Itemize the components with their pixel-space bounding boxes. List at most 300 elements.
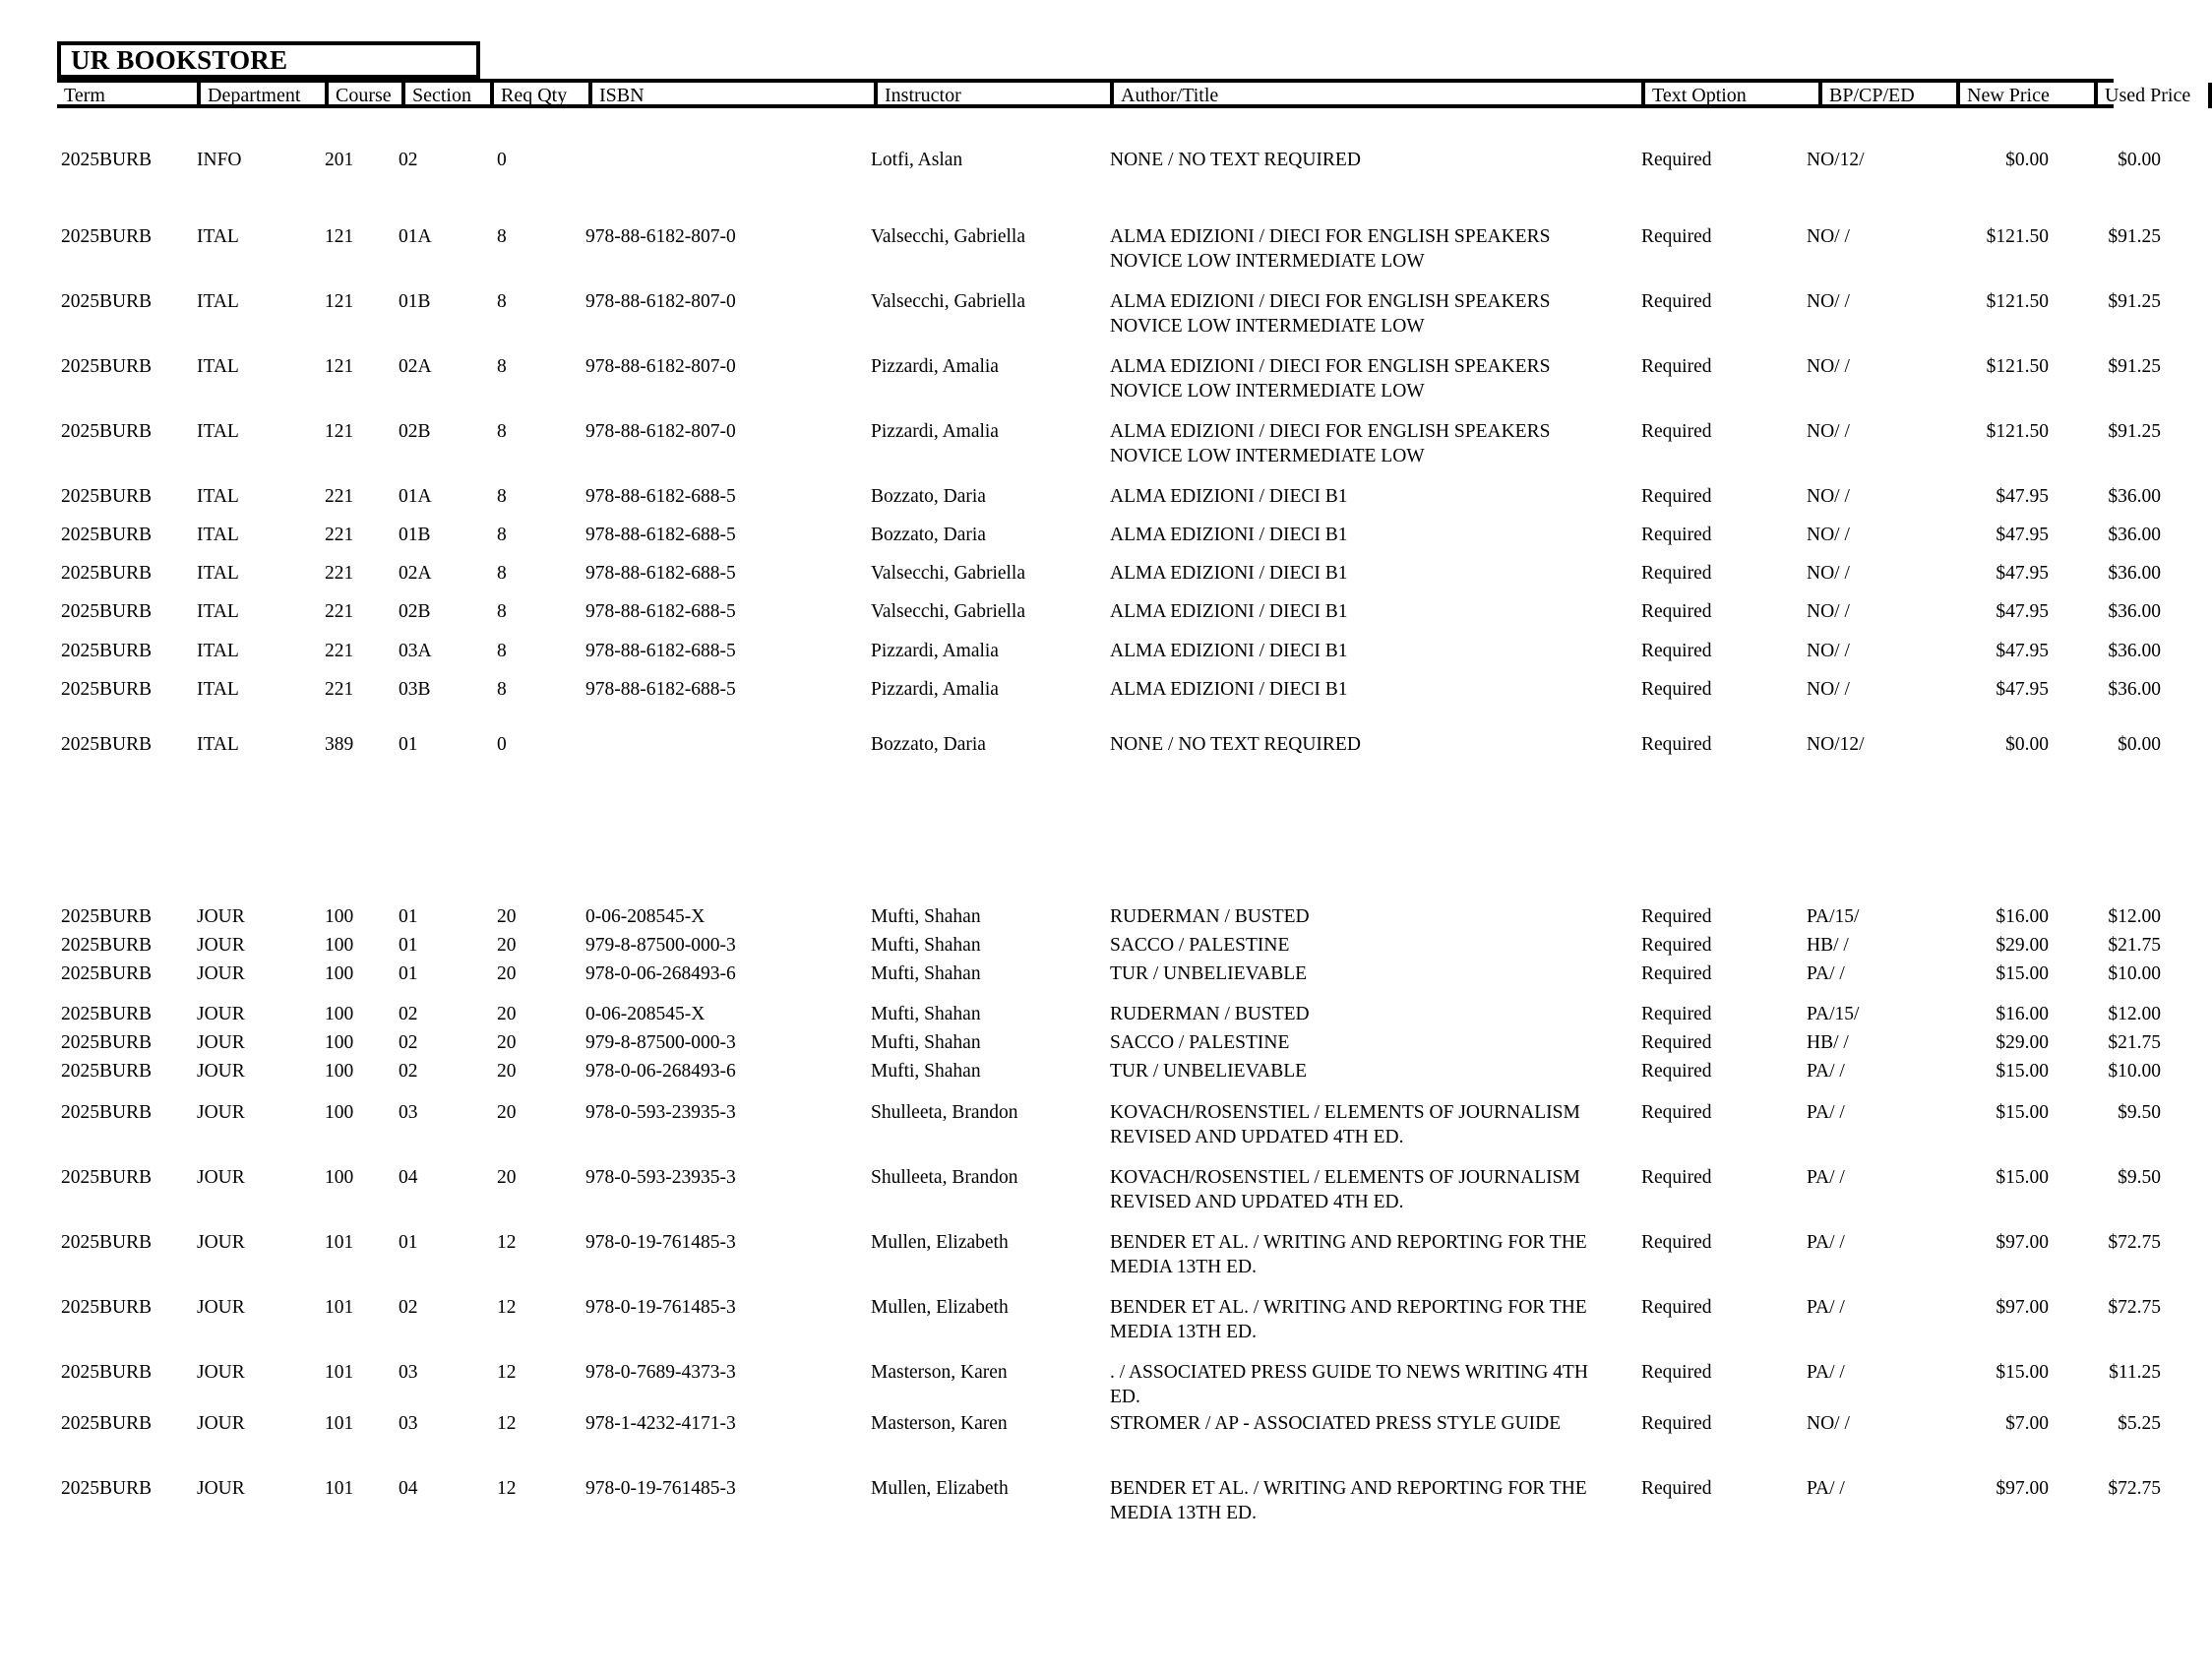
cell-new: $15.00 [1996, 1061, 2049, 1082]
cell-opt: Required [1641, 356, 1712, 377]
cell-dept: JOUR [197, 1102, 245, 1123]
cell-instr: Valsecchi, Gabriella [871, 563, 1026, 584]
cell-term: 2025BURB [61, 679, 153, 700]
cell-qty: 20 [497, 935, 517, 956]
cell-qty: 20 [497, 1004, 517, 1024]
cell-section: 03A [399, 641, 432, 661]
cell-used: $36.00 [2108, 486, 2161, 507]
column-header-author-title: Author/Title [1110, 83, 1641, 108]
cell-isbn: 978-0-06-268493-6 [585, 1061, 736, 1082]
cell-opt: Required [1641, 601, 1712, 622]
cell-new: $47.95 [1996, 563, 2049, 584]
report-title-box [57, 41, 480, 79]
cell-course: 100 [325, 1167, 354, 1188]
cell-course: 201 [325, 150, 354, 170]
cell-section: 01B [399, 525, 431, 545]
cell-dept: JOUR [197, 1297, 245, 1318]
cell-term: 2025BURB [61, 1167, 153, 1188]
cell-opt: Required [1641, 421, 1712, 442]
cell-instr: Shulleeta, Brandon [871, 1102, 1018, 1123]
cell-instr: Mullen, Elizabeth [871, 1478, 1009, 1499]
cell-bpcped: PA/15/ [1807, 1004, 1860, 1024]
cell-used: $72.75 [2108, 1478, 2161, 1499]
cell-new: $47.95 [1996, 525, 2049, 545]
cell-isbn: 978-88-6182-688-5 [585, 563, 736, 584]
cell-course: 101 [325, 1478, 354, 1499]
cell-section: 03 [399, 1362, 418, 1383]
cell-instr: Masterson, Karen [871, 1413, 1008, 1434]
cell-bpcped: NO/ / [1807, 1413, 1850, 1434]
cell-isbn: 978-88-6182-807-0 [585, 226, 736, 247]
cell-dept: ITAL [197, 641, 239, 661]
cell-isbn: 978-88-6182-688-5 [585, 679, 736, 700]
cell-used: $11.25 [2109, 1362, 2161, 1383]
cell-isbn: 978-88-6182-688-5 [585, 641, 736, 661]
cell-qty: 8 [497, 226, 507, 247]
cell-section: 03 [399, 1102, 418, 1123]
cell-bpcped: PA/ / [1807, 1297, 1845, 1318]
cell-isbn: 978-88-6182-688-5 [585, 486, 736, 507]
cell-section: 02 [399, 1297, 418, 1318]
cell-qty: 12 [497, 1297, 517, 1318]
cell-new: $16.00 [1996, 906, 2049, 927]
cell-opt: Required [1641, 1478, 1712, 1499]
cell-new: $47.95 [1996, 486, 2049, 507]
cell-term: 2025BURB [61, 291, 153, 312]
cell-course: 100 [325, 1032, 354, 1053]
cell-instr: Bozzato, Daria [871, 525, 986, 545]
cell-title: KOVACH/ROSENSTIEL / ELEMENTS OF JOURNALISM REVISED AND UPDATED 4TH ED. [1110, 1167, 1585, 1212]
cell-qty: 8 [497, 601, 507, 622]
cell-course: 101 [325, 1232, 354, 1253]
cell-course: 221 [325, 641, 354, 661]
cell-new: $97.00 [1996, 1297, 2049, 1318]
cell-course: 100 [325, 935, 354, 956]
cell-qty: 8 [497, 679, 507, 700]
cell-used: $72.75 [2108, 1297, 2161, 1318]
cell-title: ALMA EDIZIONI / DIECI FOR ENGLISH SPEAKERS NOVICE LOW INTERMEDIATE LOW [1110, 226, 1556, 272]
cell-new: $0.00 [2005, 734, 2049, 755]
cell-section: 01 [399, 935, 418, 956]
cell-title: SACCO / PALESTINE [1110, 1032, 1290, 1053]
cell-used: $12.00 [2108, 1004, 2161, 1024]
cell-used: $5.25 [2118, 1413, 2161, 1434]
cell-qty: 8 [497, 525, 507, 545]
cell-qty: 8 [497, 641, 507, 661]
cell-bpcped: NO/ / [1807, 291, 1850, 312]
cell-isbn: 978-0-593-23935-3 [585, 1167, 736, 1188]
cell-isbn: 978-88-6182-688-5 [585, 601, 736, 622]
cell-bpcped: PA/ / [1807, 963, 1845, 984]
cell-instr: Mufti, Shahan [871, 963, 981, 984]
cell-opt: Required [1641, 1102, 1712, 1123]
cell-instr: Valsecchi, Gabriella [871, 291, 1026, 312]
cell-course: 100 [325, 906, 354, 927]
cell-opt: Required [1641, 563, 1712, 584]
cell-title: ALMA EDIZIONI / DIECI B1 [1110, 486, 1348, 507]
cell-title: ALMA EDIZIONI / DIECI B1 [1110, 525, 1348, 545]
cell-term: 2025BURB [61, 1362, 153, 1383]
cell-instr: Bozzato, Daria [871, 734, 986, 755]
cell-qty: 20 [497, 1032, 517, 1053]
cell-used: $0.00 [2118, 734, 2161, 755]
column-header-department: Department [197, 83, 325, 108]
cell-qty: 12 [497, 1478, 517, 1499]
cell-section: 01 [399, 906, 418, 927]
column-header-term: Term [64, 85, 105, 106]
cell-section: 02B [399, 601, 431, 622]
cell-qty: 8 [497, 356, 507, 377]
cell-qty: 8 [497, 421, 507, 442]
cell-qty: 12 [497, 1232, 517, 1253]
cell-bpcped: PA/ / [1807, 1232, 1845, 1253]
cell-title: ALMA EDIZIONI / DIECI B1 [1110, 601, 1348, 622]
cell-opt: Required [1641, 1004, 1712, 1024]
cell-dept: JOUR [197, 963, 245, 984]
cell-bpcped: NO/ / [1807, 421, 1850, 442]
cell-title: ALMA EDIZIONI / DIECI B1 [1110, 641, 1348, 661]
cell-section: 03B [399, 679, 431, 700]
cell-used: $36.00 [2108, 525, 2161, 545]
cell-dept: ITAL [197, 679, 239, 700]
cell-instr: Mullen, Elizabeth [871, 1232, 1009, 1253]
cell-opt: Required [1641, 1061, 1712, 1082]
cell-term: 2025BURB [61, 1232, 153, 1253]
cell-course: 101 [325, 1413, 354, 1434]
cell-new: $15.00 [1996, 1102, 2049, 1123]
cell-dept: ITAL [197, 356, 239, 377]
cell-opt: Required [1641, 226, 1712, 247]
cell-instr: Pizzardi, Amalia [871, 356, 999, 377]
cell-bpcped: NO/ / [1807, 641, 1850, 661]
cell-title: SACCO / PALESTINE [1110, 935, 1290, 956]
cell-term: 2025BURB [61, 1413, 153, 1434]
cell-instr: Masterson, Karen [871, 1362, 1008, 1383]
cell-isbn: 978-88-6182-807-0 [585, 356, 736, 377]
cell-title: TUR / UNBELIEVABLE [1110, 1061, 1308, 1082]
cell-bpcped: NO/12/ [1807, 150, 1865, 170]
cell-term: 2025BURB [61, 1004, 153, 1024]
cell-used: $36.00 [2108, 601, 2161, 622]
cell-used: $36.00 [2108, 563, 2161, 584]
cell-dept: JOUR [197, 1061, 245, 1082]
cell-title: . / ASSOCIATED PRESS GUIDE TO NEWS WRITING 4TH ED. [1110, 1362, 1593, 1407]
cell-course: 221 [325, 563, 354, 584]
cell-term: 2025BURB [61, 935, 153, 956]
cell-bpcped: NO/ / [1807, 601, 1850, 622]
cell-qty: 20 [497, 906, 517, 927]
cell-opt: Required [1641, 1032, 1712, 1053]
cell-section: 01 [399, 1232, 418, 1253]
cell-section: 01A [399, 226, 432, 247]
cell-new: $7.00 [2005, 1413, 2049, 1434]
cell-qty: 0 [497, 150, 507, 170]
cell-course: 100 [325, 1102, 354, 1123]
cell-used: $0.00 [2118, 150, 2161, 170]
cell-dept: ITAL [197, 226, 239, 247]
cell-dept: ITAL [197, 525, 239, 545]
cell-course: 121 [325, 226, 354, 247]
cell-isbn: 978-0-06-268493-6 [585, 963, 736, 984]
cell-qty: 20 [497, 963, 517, 984]
table-header-row [57, 79, 2191, 108]
cell-opt: Required [1641, 641, 1712, 661]
cell-qty: 8 [497, 563, 507, 584]
cell-instr: Mufti, Shahan [871, 1004, 981, 1024]
cell-instr: Bozzato, Daria [871, 486, 986, 507]
cell-new: $16.00 [1996, 1004, 2049, 1024]
cell-term: 2025BURB [61, 226, 153, 247]
cell-bpcped: PA/ / [1807, 1102, 1845, 1123]
cell-qty: 20 [497, 1167, 517, 1188]
cell-dept: JOUR [197, 1232, 245, 1253]
cell-instr: Pizzardi, Amalia [871, 679, 999, 700]
cell-title: ALMA EDIZIONI / DIECI FOR ENGLISH SPEAKERS NOVICE LOW INTERMEDIATE LOW [1110, 291, 1556, 337]
cell-section: 02 [399, 1004, 418, 1024]
cell-used: $9.50 [2118, 1102, 2161, 1123]
cell-bpcped: NO/ / [1807, 486, 1850, 507]
cell-course: 221 [325, 679, 354, 700]
cell-isbn: 978-0-19-761485-3 [585, 1297, 736, 1318]
cell-bpcped: HB/ / [1807, 935, 1849, 956]
cell-term: 2025BURB [61, 1061, 153, 1082]
cell-new: $47.95 [1996, 641, 2049, 661]
column-header-bp-cp-ed: BP/CP/ED [1818, 83, 1956, 108]
cell-dept: JOUR [197, 906, 245, 927]
cell-dept: ITAL [197, 486, 239, 507]
cell-dept: INFO [197, 150, 242, 170]
cell-qty: 20 [497, 1102, 517, 1123]
cell-instr: Shulleeta, Brandon [871, 1167, 1018, 1188]
cell-title: BENDER ET AL. / WRITING AND REPORTING FOR THE MEDIA 13TH ED. [1110, 1297, 1592, 1342]
cell-instr: Mufti, Shahan [871, 1061, 981, 1082]
cell-isbn: 978-0-19-761485-3 [585, 1478, 736, 1499]
cell-isbn: 0-06-208545-X [585, 1004, 706, 1024]
cell-bpcped: PA/ / [1807, 1478, 1845, 1499]
cell-title: ALMA EDIZIONI / DIECI B1 [1110, 679, 1348, 700]
cell-new: $121.50 [1986, 291, 2049, 312]
cell-opt: Required [1641, 1362, 1712, 1383]
column-header-section: Section [401, 83, 490, 108]
cell-used: $36.00 [2108, 679, 2161, 700]
cell-course: 100 [325, 963, 354, 984]
cell-dept: JOUR [197, 935, 245, 956]
cell-isbn: 979-8-87500-000-3 [585, 935, 736, 956]
cell-section: 02 [399, 1061, 418, 1082]
cell-isbn: 978-1-4232-4171-3 [585, 1413, 736, 1434]
cell-term: 2025BURB [61, 1297, 153, 1318]
cell-title: NONE / NO TEXT REQUIRED [1110, 150, 1361, 170]
cell-isbn: 978-0-19-761485-3 [585, 1232, 736, 1253]
cell-bpcped: HB/ / [1807, 1032, 1849, 1053]
cell-section: 02A [399, 356, 432, 377]
cell-title: KOVACH/ROSENSTIEL / ELEMENTS OF JOURNALISM REVISED AND UPDATED 4TH ED. [1110, 1102, 1585, 1147]
cell-used: $91.25 [2108, 291, 2161, 312]
cell-isbn: 978-0-7689-4373-3 [585, 1362, 736, 1383]
cell-dept: JOUR [197, 1032, 245, 1053]
cell-dept: ITAL [197, 734, 239, 755]
cell-instr: Valsecchi, Gabriella [871, 226, 1026, 247]
cell-section: 01 [399, 734, 418, 755]
cell-opt: Required [1641, 1167, 1712, 1188]
cell-course: 121 [325, 291, 354, 312]
cell-term: 2025BURB [61, 1032, 153, 1053]
cell-course: 389 [325, 734, 354, 755]
cell-qty: 12 [497, 1362, 517, 1383]
cell-course: 101 [325, 1362, 354, 1383]
cell-new: $0.00 [2005, 150, 2049, 170]
column-header-req-qty: Req Qty [490, 83, 588, 108]
cell-dept: ITAL [197, 421, 239, 442]
cell-qty: 8 [497, 291, 507, 312]
cell-course: 221 [325, 525, 354, 545]
column-header-used-price: Used Price [2094, 83, 2212, 108]
cell-dept: ITAL [197, 563, 239, 584]
cell-qty: 8 [497, 486, 507, 507]
cell-isbn: 978-88-6182-807-0 [585, 291, 736, 312]
cell-used: $36.00 [2108, 641, 2161, 661]
cell-used: $9.50 [2118, 1167, 2161, 1188]
cell-term: 2025BURB [61, 734, 153, 755]
cell-new: $47.95 [1996, 679, 2049, 700]
cell-used: $21.75 [2108, 1032, 2161, 1053]
cell-course: 100 [325, 1004, 354, 1024]
cell-term: 2025BURB [61, 906, 153, 927]
cell-instr: Pizzardi, Amalia [871, 421, 999, 442]
cell-opt: Required [1641, 1413, 1712, 1434]
cell-term: 2025BURB [61, 486, 153, 507]
cell-new: $15.00 [1996, 1167, 2049, 1188]
cell-course: 221 [325, 601, 354, 622]
cell-course: 121 [325, 356, 354, 377]
cell-bpcped: NO/ / [1807, 356, 1850, 377]
cell-instr: Mufti, Shahan [871, 906, 981, 927]
cell-instr: Lotfi, Aslan [871, 150, 963, 170]
cell-section: 01 [399, 963, 418, 984]
cell-new: $121.50 [1986, 356, 2049, 377]
cell-new: $47.95 [1996, 601, 2049, 622]
cell-new: $15.00 [1996, 1362, 2049, 1383]
cell-bpcped: PA/15/ [1807, 906, 1860, 927]
cell-bpcped: PA/ / [1807, 1061, 1845, 1082]
cell-instr: Mullen, Elizabeth [871, 1297, 1009, 1318]
cell-section: 02 [399, 1032, 418, 1053]
column-header-instructor: Instructor [874, 83, 1110, 108]
cell-used: $12.00 [2108, 906, 2161, 927]
column-header-course: Course [325, 83, 401, 108]
cell-isbn: 979-8-87500-000-3 [585, 1032, 736, 1053]
cell-instr: Mufti, Shahan [871, 935, 981, 956]
cell-new: $29.00 [1996, 1032, 2049, 1053]
cell-bpcped: PA/ / [1807, 1362, 1845, 1383]
cell-title: RUDERMAN / BUSTED [1110, 1004, 1310, 1024]
cell-opt: Required [1641, 935, 1712, 956]
column-header-new-price: New Price [1956, 83, 2094, 108]
cell-section: 04 [399, 1167, 418, 1188]
cell-dept: JOUR [197, 1167, 245, 1188]
cell-new: $121.50 [1986, 421, 2049, 442]
cell-opt: Required [1641, 679, 1712, 700]
cell-new: $97.00 [1996, 1478, 2049, 1499]
cell-isbn: 0-06-208545-X [585, 906, 706, 927]
cell-term: 2025BURB [61, 421, 153, 442]
cell-section: 02A [399, 563, 432, 584]
cell-dept: ITAL [197, 291, 239, 312]
cell-used: $91.25 [2108, 226, 2161, 247]
cell-section: 02B [399, 421, 431, 442]
cell-new: $29.00 [1996, 935, 2049, 956]
cell-term: 2025BURB [61, 150, 153, 170]
cell-dept: JOUR [197, 1004, 245, 1024]
cell-section: 02 [399, 150, 418, 170]
cell-opt: Required [1641, 963, 1712, 984]
cell-term: 2025BURB [61, 563, 153, 584]
cell-isbn: 978-88-6182-807-0 [585, 421, 736, 442]
cell-title: NONE / NO TEXT REQUIRED [1110, 734, 1361, 755]
cell-instr: Mufti, Shahan [871, 1032, 981, 1053]
cell-bpcped: NO/12/ [1807, 734, 1865, 755]
cell-qty: 12 [497, 1413, 517, 1434]
cell-instr: Pizzardi, Amalia [871, 641, 999, 661]
cell-term: 2025BURB [61, 601, 153, 622]
cell-opt: Required [1641, 486, 1712, 507]
cell-term: 2025BURB [61, 356, 153, 377]
cell-isbn: 978-88-6182-688-5 [585, 525, 736, 545]
cell-new: $121.50 [1986, 226, 2049, 247]
cell-used: $10.00 [2108, 963, 2161, 984]
cell-used: $91.25 [2108, 421, 2161, 442]
cell-isbn: 978-0-593-23935-3 [585, 1102, 736, 1123]
cell-title: BENDER ET AL. / WRITING AND REPORTING FOR THE MEDIA 13TH ED. [1110, 1478, 1592, 1523]
cell-new: $97.00 [1996, 1232, 2049, 1253]
cell-dept: JOUR [197, 1478, 245, 1499]
cell-opt: Required [1641, 1297, 1712, 1318]
cell-dept: JOUR [197, 1413, 245, 1434]
cell-title: RUDERMAN / BUSTED [1110, 906, 1310, 927]
cell-term: 2025BURB [61, 963, 153, 984]
cell-bpcped: NO/ / [1807, 525, 1850, 545]
page-title: UR BOOKSTORE [71, 44, 288, 75]
cell-section: 01B [399, 291, 431, 312]
cell-title: ALMA EDIZIONI / DIECI B1 [1110, 563, 1348, 584]
cell-course: 100 [325, 1061, 354, 1082]
cell-used: $72.75 [2108, 1232, 2161, 1253]
cell-title: TUR / UNBELIEVABLE [1110, 963, 1308, 984]
cell-section: 03 [399, 1413, 418, 1434]
cell-title: ALMA EDIZIONI / DIECI FOR ENGLISH SPEAKERS NOVICE LOW INTERMEDIATE LOW [1110, 421, 1556, 466]
cell-section: 04 [399, 1478, 418, 1499]
cell-opt: Required [1641, 734, 1712, 755]
cell-opt: Required [1641, 150, 1712, 170]
cell-opt: Required [1641, 1232, 1712, 1253]
cell-bpcped: NO/ / [1807, 679, 1850, 700]
cell-qty: 0 [497, 734, 507, 755]
cell-used: $91.25 [2108, 356, 2161, 377]
cell-opt: Required [1641, 906, 1712, 927]
cell-new: $15.00 [1996, 963, 2049, 984]
cell-term: 2025BURB [61, 641, 153, 661]
cell-opt: Required [1641, 525, 1712, 545]
cell-term: 2025BURB [61, 525, 153, 545]
cell-term: 2025BURB [61, 1478, 153, 1499]
cell-bpcped: PA/ / [1807, 1167, 1845, 1188]
cell-used: $10.00 [2108, 1061, 2161, 1082]
cell-course: 221 [325, 486, 354, 507]
cell-course: 101 [325, 1297, 354, 1318]
cell-title: BENDER ET AL. / WRITING AND REPORTING FOR THE MEDIA 13TH ED. [1110, 1232, 1592, 1277]
cell-dept: JOUR [197, 1362, 245, 1383]
cell-bpcped: NO/ / [1807, 226, 1850, 247]
